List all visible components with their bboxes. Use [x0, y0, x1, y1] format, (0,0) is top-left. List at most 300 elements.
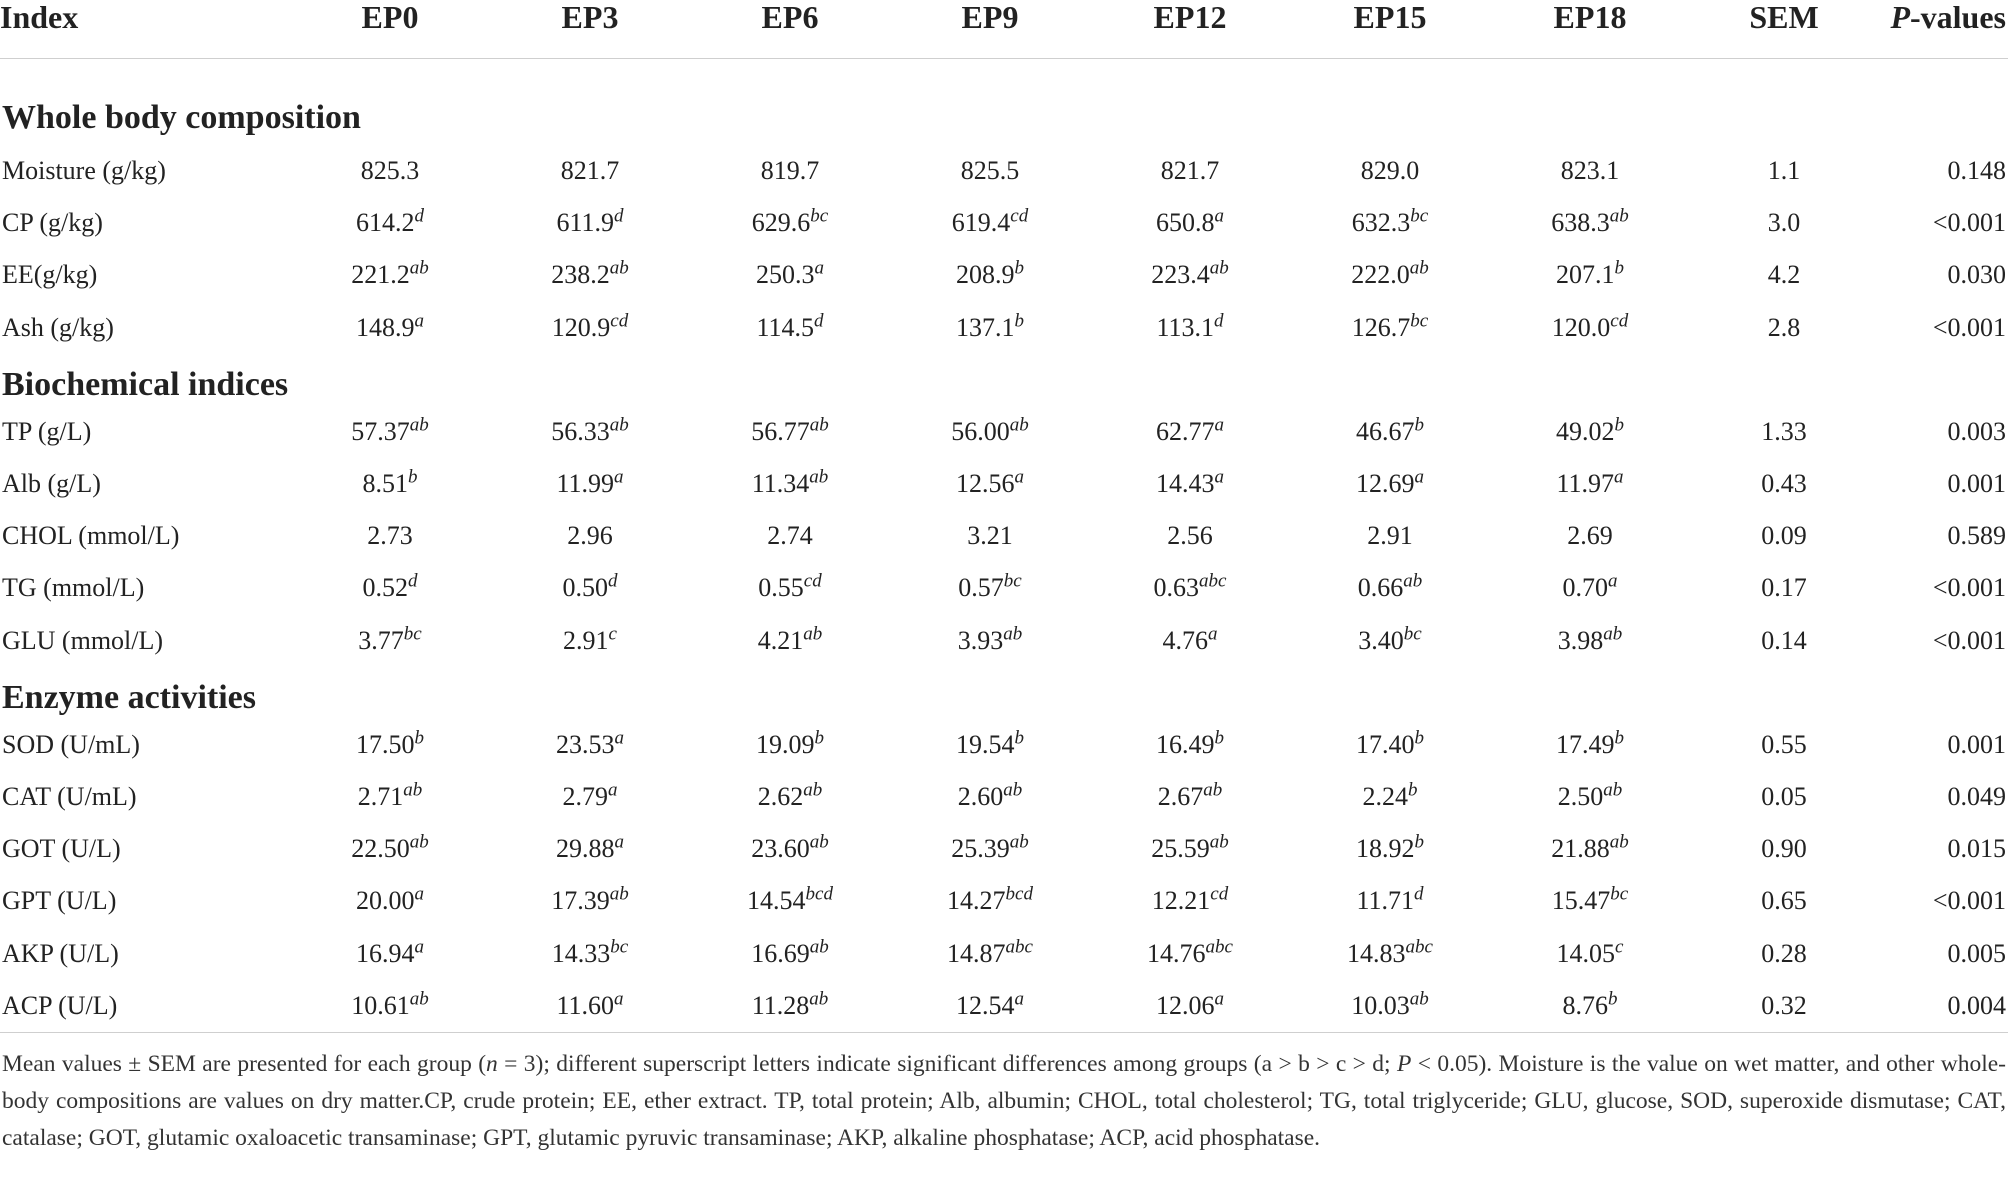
- value-cell: [1490, 615, 1690, 667]
- significance-letters: ab: [409, 988, 429, 1010]
- cell-value: 650.8: [1156, 208, 1215, 238]
- value-cell: [1490, 145, 1690, 197]
- cell-value: 10.61: [351, 990, 410, 1020]
- cell-value: 825.3: [360, 156, 420, 186]
- p-value-cell: 0.003: [1947, 416, 2006, 446]
- cell-value: 17.50: [356, 729, 415, 759]
- significance-letters: ab: [803, 622, 823, 644]
- value-cell: [290, 510, 490, 562]
- value-cell: [1490, 875, 1690, 927]
- significance-letters: ab: [809, 831, 829, 853]
- cell-value: 22.50: [351, 834, 410, 864]
- sem-cell: 0.65: [1761, 886, 1807, 916]
- significance-letters: ab: [1003, 622, 1023, 644]
- significance-letters: b: [1014, 310, 1024, 331]
- column-header-text: EP6: [761, 0, 819, 35]
- footnote-divider: [0, 1032, 2008, 1033]
- cell-value: 12.06: [1156, 990, 1215, 1020]
- column-header: [290, 0, 490, 59]
- cell-value: 21.88: [1551, 834, 1610, 864]
- cell-value: 14.54: [747, 886, 806, 916]
- column-header-text: -values: [1910, 0, 2006, 35]
- significance-letters: b: [1414, 831, 1424, 853]
- cell-value: 614.2: [356, 208, 415, 238]
- value-cell: [1490, 719, 1690, 771]
- significance-letters: a: [614, 988, 624, 1010]
- cell-value: 16.69: [751, 938, 810, 968]
- value-cell: [1090, 302, 1290, 354]
- cell-value: 11.34: [751, 469, 810, 499]
- row-label: TP (g/L): [2, 416, 92, 446]
- significance-letters: b: [408, 466, 418, 488]
- header-row: [0, 0, 2008, 59]
- value-cell: [290, 615, 490, 667]
- value-cell: [490, 458, 690, 510]
- cell-value: 14.43: [1156, 469, 1215, 499]
- sem-cell: 1.1: [1767, 156, 1801, 186]
- value-cell: [1490, 510, 1690, 562]
- value-cell: [490, 249, 690, 301]
- value-cell: [1290, 249, 1490, 301]
- significance-letters: ab: [1609, 205, 1629, 227]
- significance-letters: ab: [1409, 988, 1429, 1010]
- p-value-cell: 0.004: [1947, 990, 2006, 1020]
- p-value-cell: 0.001: [1947, 469, 2006, 499]
- value-cell: [1090, 458, 1290, 510]
- value-cell: [1490, 562, 1690, 614]
- p-value-cell: <0.001: [1932, 312, 2006, 342]
- significance-letters: a: [1214, 466, 1224, 488]
- value-cell: [490, 302, 690, 354]
- row-label: Ash (g/kg): [2, 312, 114, 342]
- row-label: GLU (mmol/L): [2, 625, 164, 655]
- value-cell: [490, 615, 690, 667]
- value-cell: [1290, 197, 1490, 249]
- cell-value: 12.69: [1356, 469, 1415, 499]
- significance-letters: ab: [409, 414, 429, 436]
- value-cell: [1490, 302, 1690, 354]
- value-cell: [490, 406, 690, 458]
- significance-letters: c: [1615, 935, 1624, 957]
- value-cell: [1090, 510, 1290, 562]
- footnote-text: = 3); different superscript letters indicate significant differences among groups (a > b > c > d;: [497, 1051, 1397, 1077]
- value-cell: [890, 302, 1090, 354]
- significance-letters: a: [1614, 466, 1624, 488]
- value-cell: [1290, 615, 1490, 667]
- table-row: [0, 771, 2008, 823]
- cell-value: 3.21: [967, 521, 1013, 551]
- section-row: [0, 354, 2008, 406]
- cell-value: 56.00: [951, 416, 1010, 446]
- cell-value: 2.96: [567, 521, 613, 551]
- value-cell: [1490, 406, 1690, 458]
- cell-value: 14.76: [1147, 938, 1206, 968]
- cell-value: 17.49: [1556, 729, 1615, 759]
- cell-value: 14.83: [1347, 938, 1406, 968]
- value-cell: [690, 875, 890, 927]
- cell-value: 0.66: [1357, 573, 1404, 603]
- cell-value: 14.27: [947, 886, 1006, 916]
- cell-value: 8.76: [1562, 990, 1608, 1020]
- significance-letters: ab: [609, 414, 629, 436]
- cell-value: 207.1: [1556, 260, 1615, 290]
- table-row: [0, 302, 2008, 354]
- significance-letters: a: [608, 779, 618, 801]
- significance-letters: b: [1408, 779, 1418, 801]
- column-header: [1878, 0, 2008, 59]
- cell-value: 11.71: [1356, 886, 1415, 916]
- significance-letters: a: [1014, 988, 1024, 1010]
- cell-value: 11.99: [556, 469, 615, 499]
- column-header-text: SEM: [1749, 0, 1819, 35]
- cell-value: 57.37: [351, 416, 410, 446]
- column-header: [1690, 0, 1878, 59]
- cell-value: 2.74: [767, 521, 813, 551]
- cell-value: 238.2: [551, 260, 610, 290]
- value-cell: [1290, 510, 1490, 562]
- cell-value: 2.79: [562, 781, 608, 811]
- value-cell: [290, 249, 490, 301]
- cell-value: 3.98: [1557, 625, 1604, 655]
- value-cell: [890, 875, 1090, 927]
- cell-value: 46.67: [1356, 416, 1415, 446]
- significance-letters: a: [814, 257, 824, 279]
- value-cell: [490, 927, 690, 979]
- value-cell: [1490, 927, 1690, 979]
- cell-value: 0.57: [958, 573, 1004, 603]
- significance-letters: b: [1614, 257, 1624, 279]
- cell-value: 2.56: [1167, 521, 1213, 551]
- value-cell: [690, 719, 890, 771]
- cell-value: 2.91: [1367, 521, 1413, 551]
- significance-letters: abc: [1205, 935, 1233, 957]
- value-cell: [1290, 927, 1490, 979]
- cell-value: 16.94: [356, 938, 415, 968]
- significance-letters: b: [1014, 257, 1024, 279]
- row-label: EE(g/kg): [2, 260, 98, 290]
- significance-letters: cd: [803, 570, 822, 592]
- value-cell: [1090, 406, 1290, 458]
- significance-letters: b: [1614, 414, 1624, 436]
- significance-letters: abc: [1199, 570, 1227, 592]
- footnote-italic: n: [486, 1051, 498, 1077]
- sem-cell: 4.2: [1767, 260, 1801, 290]
- significance-letters: ab: [809, 414, 829, 436]
- section-title: Enzyme activities: [2, 678, 256, 716]
- significance-letters: a: [414, 883, 424, 905]
- row-label: GOT (U/L): [2, 834, 121, 864]
- p-value-cell: 0.049: [1947, 781, 2006, 811]
- significance-letters: d: [1214, 310, 1224, 331]
- column-header: [890, 0, 1090, 59]
- cell-value: 629.6: [751, 208, 811, 238]
- cell-value: 14.87: [947, 938, 1006, 968]
- significance-letters: d: [408, 570, 418, 592]
- value-cell: [1490, 980, 1690, 1032]
- table-row: [0, 510, 2008, 562]
- significance-letters: ab: [809, 935, 829, 957]
- footnote-text: Mean values ± SEM are presented for each group (: [2, 1051, 487, 1077]
- value-cell: [1090, 980, 1290, 1032]
- cell-value: 3.77: [358, 625, 404, 655]
- footnote-text: < 0.05). Moisture is the value on wet matter, and other whole-body compositions are values on dry matter.CP, crude protein; EE, ether extract. TP, total protein; Alb, albumin; CHOL, total cholesterol; TG, total triglyceride; GLU, glucose, SOD, superoxide dismutase; CAT, catalase; GOT, glutamic oxaloacetic transaminase; GPT, glutamic pyruvic transaminase; AKP, alkaline phosphatase; ACP, acid phosphatase.: [2, 1051, 2006, 1151]
- column-header: [0, 0, 290, 59]
- significance-letters: bc: [1403, 622, 1422, 644]
- significance-letters: a: [1214, 988, 1224, 1010]
- table-row: [0, 249, 2008, 301]
- value-cell: [1290, 719, 1490, 771]
- value-cell: [690, 458, 890, 510]
- significance-letters: bc: [1610, 883, 1629, 905]
- value-cell: [290, 927, 490, 979]
- row-label: CAT (U/mL): [2, 781, 137, 811]
- value-cell: [290, 145, 490, 197]
- table-footnote: [2, 1046, 2006, 1157]
- column-header-text: EP0: [361, 0, 419, 35]
- value-cell: [690, 145, 890, 197]
- cell-value: 2.24: [1362, 781, 1408, 811]
- value-cell: [290, 458, 490, 510]
- significance-letters: ab: [1003, 779, 1023, 801]
- value-cell: [690, 615, 890, 667]
- value-cell: [490, 562, 690, 614]
- table-row: [0, 197, 2008, 249]
- significance-letters: ab: [1609, 831, 1629, 853]
- significance-letters: bc: [1410, 310, 1429, 331]
- cell-value: 825.5: [960, 156, 1020, 186]
- cell-value: 120.0: [1551, 312, 1611, 342]
- cell-value: 819.7: [760, 156, 820, 186]
- p-value-cell: 0.148: [1947, 156, 2006, 186]
- significance-letters: a: [414, 310, 424, 331]
- table-row: [0, 823, 2008, 875]
- row-label: ACP (U/L): [2, 990, 118, 1020]
- significance-letters: abc: [1005, 935, 1033, 957]
- column-header-text: Index: [0, 0, 79, 35]
- value-cell: [490, 510, 690, 562]
- row-label: GPT (U/L): [2, 886, 117, 916]
- significance-letters: ab: [1409, 257, 1429, 279]
- value-cell: [1090, 875, 1290, 927]
- p-value-cell: <0.001: [1932, 886, 2006, 916]
- significance-letters: a: [1014, 466, 1024, 488]
- value-cell: [690, 823, 890, 875]
- significance-letters: ab: [1209, 831, 1229, 853]
- sem-cell: 0.32: [1761, 990, 1807, 1020]
- value-cell: [890, 980, 1090, 1032]
- column-header: [1290, 0, 1490, 59]
- value-cell: [1290, 875, 1490, 927]
- sem-cell: 0.28: [1761, 938, 1807, 968]
- cell-value: 114.5: [756, 312, 815, 342]
- table-row: [0, 615, 2008, 667]
- value-cell: [490, 719, 690, 771]
- significance-letters: bc: [1003, 570, 1022, 592]
- sem-cell: 0.05: [1761, 781, 1807, 811]
- significance-letters: bc: [610, 935, 629, 957]
- significance-letters: a: [1208, 622, 1218, 644]
- table-row: [0, 458, 2008, 510]
- value-cell: [1490, 823, 1690, 875]
- significance-letters: d: [414, 205, 424, 227]
- column-header-text: EP18: [1553, 0, 1627, 35]
- cell-value: 4.21: [757, 625, 804, 655]
- column-header: [490, 0, 690, 59]
- significance-letters: cd: [1210, 883, 1229, 905]
- value-cell: [490, 771, 690, 823]
- value-cell: [890, 562, 1090, 614]
- significance-letters: b: [1414, 727, 1424, 749]
- value-cell: [490, 980, 690, 1032]
- value-cell: [1290, 145, 1490, 197]
- table-row: [0, 562, 2008, 614]
- significance-letters: ab: [809, 988, 829, 1010]
- value-cell: [290, 823, 490, 875]
- value-cell: [1290, 302, 1490, 354]
- p-value-cell: 0.589: [1947, 521, 2006, 551]
- significance-letters: ab: [1603, 779, 1623, 801]
- significance-letters: a: [614, 727, 624, 749]
- cell-value: 8.51: [362, 469, 408, 499]
- significance-letters: bc: [1410, 205, 1429, 227]
- value-cell: [1490, 771, 1690, 823]
- cell-value: 56.77: [751, 416, 810, 446]
- value-cell: [1490, 249, 1690, 301]
- cell-value: 619.4: [951, 208, 1011, 238]
- cell-value: 632.3: [1351, 208, 1411, 238]
- cell-value: 25.59: [1151, 834, 1210, 864]
- cell-value: 2.69: [1567, 521, 1613, 551]
- significance-letters: ab: [1403, 570, 1423, 592]
- significance-letters: ab: [1009, 831, 1029, 853]
- p-value-cell: <0.001: [1932, 625, 2006, 655]
- cell-value: 10.03: [1351, 990, 1410, 1020]
- cell-value: 11.97: [1556, 469, 1615, 499]
- value-cell: [690, 771, 890, 823]
- significance-letters: bcd: [805, 883, 833, 905]
- row-label: CP (g/kg): [2, 208, 103, 238]
- value-cell: [890, 145, 1090, 197]
- value-cell: [490, 145, 690, 197]
- cell-value: 2.91: [563, 625, 609, 655]
- value-cell: [890, 406, 1090, 458]
- p-value-cell: 0.001: [1947, 729, 2006, 759]
- value-cell: [290, 980, 490, 1032]
- value-cell: [1290, 771, 1490, 823]
- cell-value: 16.49: [1156, 729, 1215, 759]
- significance-letters: b: [1014, 727, 1024, 749]
- significance-letters: b: [1608, 988, 1618, 1010]
- column-header: [1090, 0, 1290, 59]
- sem-cell: 0.43: [1761, 469, 1807, 499]
- cell-value: 11.28: [751, 990, 810, 1020]
- value-cell: [890, 510, 1090, 562]
- value-cell: [890, 927, 1090, 979]
- table-row: [0, 145, 2008, 197]
- value-cell: [1290, 980, 1490, 1032]
- value-cell: [890, 719, 1090, 771]
- cell-value: 3.40: [1358, 625, 1404, 655]
- value-cell: [1290, 562, 1490, 614]
- significance-letters: cd: [610, 310, 629, 331]
- value-cell: [890, 615, 1090, 667]
- value-cell: [290, 719, 490, 771]
- significance-letters: b: [1414, 414, 1424, 436]
- cell-value: 62.77: [1156, 416, 1215, 446]
- section-title: Biochemical indices: [2, 365, 289, 403]
- table-row: [0, 406, 2008, 458]
- p-value-cell: 0.015: [1947, 834, 2006, 864]
- row-label: CHOL (mmol/L): [2, 521, 180, 551]
- significance-letters: b: [414, 727, 424, 749]
- section-row: [0, 667, 2008, 719]
- cell-value: 3.93: [957, 625, 1004, 655]
- significance-letters: a: [1214, 414, 1224, 436]
- p-value-cell: <0.001: [1932, 573, 2006, 603]
- cell-value: 113.1: [1156, 312, 1215, 342]
- significance-letters: a: [1608, 570, 1618, 592]
- cell-value: 12.54: [956, 990, 1015, 1020]
- cell-value: 0.52: [362, 573, 408, 603]
- significance-letters: c: [608, 622, 617, 644]
- value-cell: [490, 823, 690, 875]
- significance-letters: ab: [803, 779, 823, 801]
- cell-value: 17.39: [551, 886, 610, 916]
- p-value-cell: 0.030: [1947, 260, 2006, 290]
- cell-value: 2.73: [367, 521, 413, 551]
- significance-letters: cd: [1610, 310, 1629, 331]
- section-row: [0, 59, 2008, 146]
- value-cell: [890, 771, 1090, 823]
- value-cell: [490, 875, 690, 927]
- column-header-italic: P: [1890, 0, 1910, 35]
- column-header-text: EP12: [1153, 0, 1227, 35]
- significance-letters: ab: [409, 831, 429, 853]
- value-cell: [1090, 145, 1290, 197]
- table-body: [0, 59, 2008, 1032]
- value-cell: [690, 510, 890, 562]
- sem-cell: 0.09: [1761, 521, 1807, 551]
- table-row: [0, 927, 2008, 979]
- column-header: [1490, 0, 1690, 59]
- cell-value: 250.3: [756, 260, 815, 290]
- sem-cell: 0.17: [1761, 573, 1807, 603]
- value-cell: [1290, 823, 1490, 875]
- significance-letters: d: [1414, 883, 1424, 905]
- sem-cell: 1.33: [1761, 416, 1807, 446]
- cell-value: 14.33: [551, 938, 611, 968]
- cell-value: 208.9: [956, 260, 1015, 290]
- cell-value: 829.0: [1360, 156, 1420, 186]
- cell-value: 56.33: [551, 416, 610, 446]
- value-cell: [890, 197, 1090, 249]
- significance-letters: bcd: [1005, 883, 1033, 905]
- row-label: TG (mmol/L): [2, 573, 145, 603]
- column-header-text: EP3: [561, 0, 619, 35]
- cell-value: 14.05: [1556, 938, 1616, 968]
- value-cell: [690, 980, 890, 1032]
- significance-letters: ab: [1203, 779, 1223, 801]
- cell-value: 222.0: [1351, 260, 1410, 290]
- column-header: [690, 0, 890, 59]
- cell-value: 0.63: [1153, 573, 1200, 603]
- cell-value: 2.62: [757, 781, 804, 811]
- value-cell: [1090, 771, 1290, 823]
- value-cell: [690, 249, 890, 301]
- value-cell: [1290, 406, 1490, 458]
- significance-letters: ab: [1209, 257, 1229, 279]
- p-value-cell: 0.005: [1947, 938, 2006, 968]
